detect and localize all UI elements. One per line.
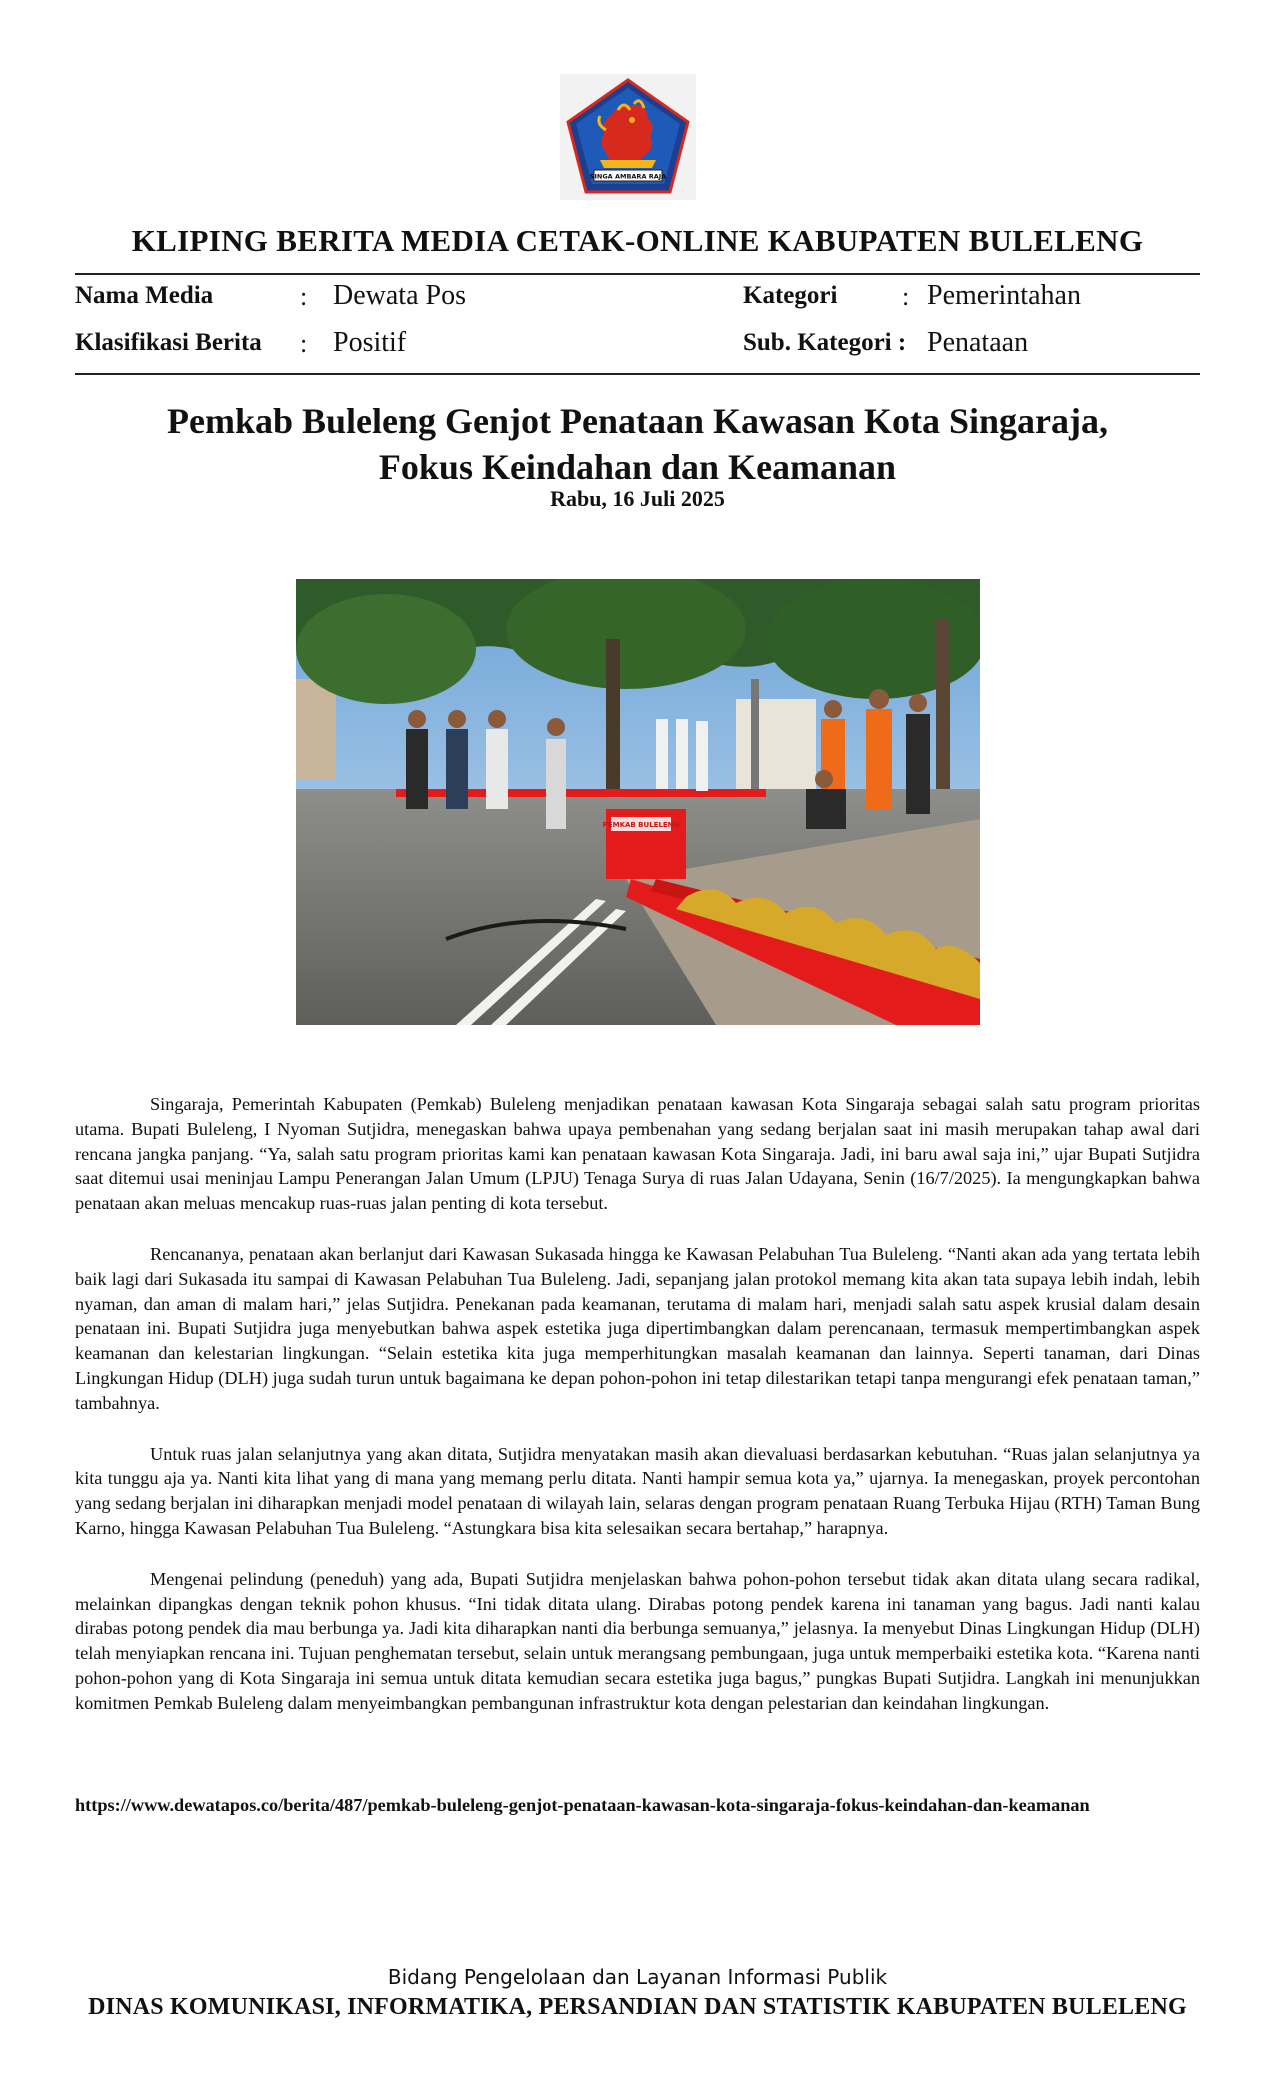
article-date: Rabu, 16 Juli 2025 bbox=[550, 486, 725, 511]
headline-line-1: Pemkab Buleleng Genjot Penataan Kawasan Kota Singaraja, bbox=[166, 401, 1109, 441]
street-inspection-photo bbox=[296, 579, 980, 1025]
article-headline bbox=[0, 398, 1275, 490]
buleleng-regency-emblem-icon bbox=[560, 74, 696, 200]
subcategory-value: Penataan bbox=[927, 327, 1029, 358]
meta-divider bbox=[75, 373, 1200, 375]
classification-value: Positif bbox=[333, 327, 407, 358]
classification-colon: : bbox=[300, 329, 308, 358]
emblem-motto: SINGA AMBARA RAJA bbox=[589, 172, 667, 181]
classification-label: Klasifikasi Berita bbox=[75, 329, 262, 356]
article-paragraph: Singaraja, Pemerintah Kabupaten (Pemkab) Buleleng menjadikan penataan kawasan Kota Singaraja sebagai salah satu program prioritas utama. Bupati Buleleng, I Nyoman Sutjidra, menegaskan bahwa upaya pembenahan yang sedang berjalan saat ini masih merupakan tahap awal dari rencana jangka panjang. “Ya, salah satu program prioritas kami kan penataan kawasan Kota Singaraja. Jadi, ini baru awal saja ini,” ujar Bupati Sutjidra saat ditemui usai meninjau Lampu Penerangan Jalan Umum (LPJU) Tenaga Surya di ruas Jalan Udayana, Senin (16/7/2025). Ia mengungkapkan bahwa penataan akan meluas mencakup ruas-ruas jalan penting di kota tersebut. bbox=[75, 1094, 1200, 1214]
media-name-label: Nama Media bbox=[75, 282, 214, 309]
article-paragraph: Mengenai pelindung (peneduh) yang ada, Bupati Sutjidra menjelaskan bahwa pohon-pohon tersebut tidak akan ditata ulang secara radikal, melainkan dipangkas dengan teknik pohon khusus. “Ini tidak ditata ulang. Dirabas potong pendek karena ini tanaman yang bagus. Jadi nanti kalau dirabas potong pendek dia mau berbunga ya. Jadi kita diharapkan nanti dia berbunga semuanya,” jelasnya. Ia menyebut Dinas Lingkungan Hidup (DLH) telah menyiapkan rencana ini. Tujuan penghematan tersebut, selain untuk merangsang pembungaan, juga untuk memperbaiki estetika kota. “Karena nanti pohon-pohon yang di Kota Singaraja ini semua untuk ditata kemudian secara estetika juga bagus,” pungkas Bupati Sutjidra. Langkah ini menunjukkan komitmen Pemkab Buleleng dalam menyeimbangkan pembangunan infrastruktur kota dengan pelestarian dan keindahan lingkungan. bbox=[75, 1568, 1200, 1713]
category-value: Pemerintahan bbox=[927, 280, 1081, 311]
article-paragraph: Untuk ruas jalan selanjutnya yang akan ditata, Sutjidra menyatakan masih akan dievaluasi berdasarkan kebutuhan. “Ruas jalan selanjutnya ya kita tunggu aja ya. Nanti kita lihat yang di mana yang memang perlu ditata. Nanti hampir semua kota ya,” ujarnya. Ia menegaskan, proyek percontohan yang sedang berjalan ini diharapkan menjadi model penataan di wilayah lain, selaras dengan program penataan Ruang Terbuka Hijau (RTH) Taman Bung Karno, hingga Kawasan Pelabuhan Tua Buleleng. “Astungkara bisa kita selesaikan secara bertahap,” harapnya. bbox=[75, 1443, 1200, 1538]
article-body bbox=[75, 1092, 1200, 1742]
category-label: Kategori bbox=[743, 282, 838, 309]
media-name-value: Dewata Pos bbox=[333, 280, 466, 311]
category-colon: : bbox=[902, 282, 910, 311]
article-paragraph: Rencananya, penataan akan berlanjut dari Kawasan Sukasada hingga ke Kawasan Pelabuhan Tua Buleleng. “Nanti akan ada yang tertata lebih baik lagi dari Sukasada itu sampai di Kawasan Pelabuhan Tua Buleleng. Jadi, sepanjang jalan protokol memang kita akan tata supaya lebih indah, lebih nyaman, dan aman di malam hari,” jelas Sutjidra. Penekanan pada keamanan, terutama di malam hari, menjadi salah satu aspek krusial dalam desain penataan ini. Bupati Sutjidra juga menyebutkan bahwa aspek estetika juga dipertimbangkan dalam perencanaan, termasuk mempertimbangkan aspek keamanan dan kelestarian lingkungan. “Selain estetika kita juga memperhitungkan masalah keamanan dan lainnya. Seperti tanaman, dari Dinas Lingkungan Hidup (DLH) juga sudah turun untuk bagaimana ke depan pohon-pohon ini tetap dilestarikan tetapi tanpa mengurangi efek penataan taman,” tambahnya. bbox=[75, 1243, 1200, 1413]
barrier-text: PEMKAB BULELENG bbox=[602, 821, 680, 829]
header-divider bbox=[75, 273, 1200, 275]
footer-department: Bidang Pengelolaan dan Layanan Informasi Publik bbox=[387, 1965, 888, 1989]
source-url-link[interactable]: https://www.dewatapos.co/berita/487/pemkab-buleleng-genjot-penataan-kawasan-kota-singaraja-fokus-keindahan-dan-keamanan bbox=[75, 1795, 1090, 1815]
headline-line-2: Fokus Keindahan dan Keamanan bbox=[378, 447, 897, 487]
subcategory-label: Sub. Kategori : bbox=[743, 329, 907, 356]
media-name-colon: : bbox=[300, 282, 308, 311]
clipping-header-title: KLIPING BERITA MEDIA CETAK-ONLINE KABUPATEN BULELENG bbox=[131, 223, 1144, 258]
footer-agency: DINAS KOMUNIKASI, INFORMATIKA, PERSANDIAN DAN STATISTIK KABUPATEN BULELENG bbox=[88, 1994, 1187, 2020]
